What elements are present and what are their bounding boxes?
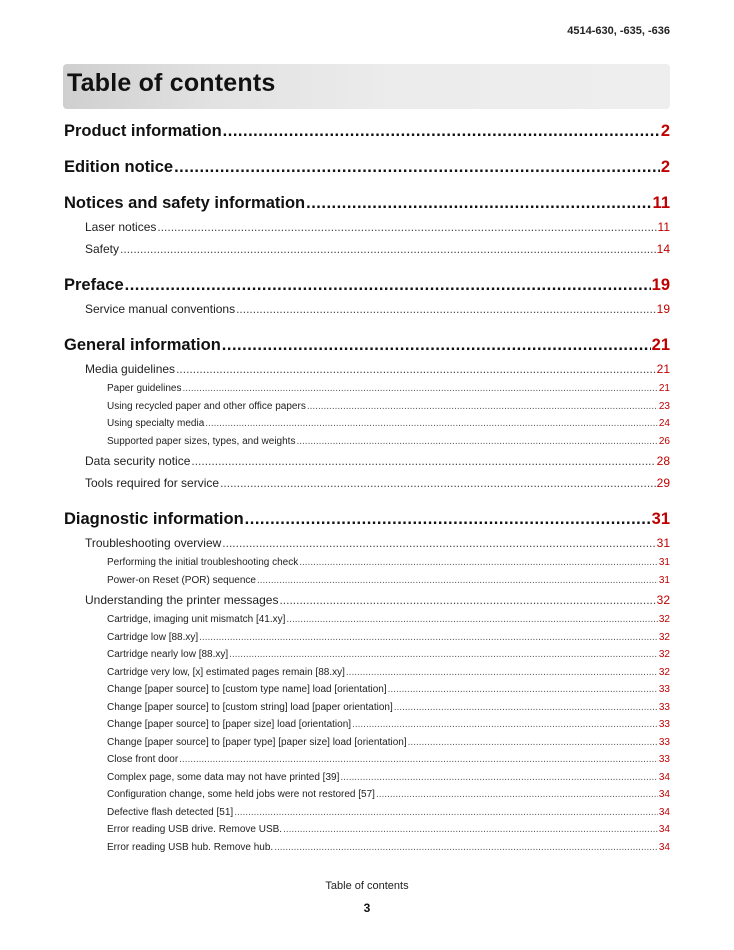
dot-leader xyxy=(283,821,658,839)
dot-leader xyxy=(120,238,656,260)
toc-entry-page-number[interactable]: 32 xyxy=(656,593,670,607)
toc-entry-level-1[interactable] xyxy=(64,274,670,296)
toc-heading-banner xyxy=(63,64,670,109)
toc-entry-page-number[interactable]: 34 xyxy=(658,806,670,818)
toc-entry-level-3[interactable] xyxy=(64,839,670,857)
toc-entry-title: Paper guidelines xyxy=(107,383,182,394)
dot-leader xyxy=(176,358,656,380)
dot-leader xyxy=(307,398,658,416)
toc-entry-page-number[interactable]: 19 xyxy=(656,302,670,316)
toc-entry-page-number[interactable]: 26 xyxy=(658,435,670,447)
toc-entry-page-number[interactable]: 21 xyxy=(658,383,670,394)
toc-entry-level-1[interactable] xyxy=(64,334,670,356)
toc-entry-title: Defective flash detected [51] xyxy=(107,806,234,818)
toc-entry-title: Diagnostic information xyxy=(64,510,244,528)
dot-leader xyxy=(340,769,658,787)
toc-entry-level-3[interactable] xyxy=(64,786,670,804)
toc-entry-page-number[interactable]: 33 xyxy=(658,719,670,730)
toc-entry-level-3[interactable] xyxy=(64,716,670,734)
dot-leader xyxy=(157,216,656,238)
dot-leader xyxy=(408,734,658,752)
toc-entry-title: Troubleshooting overview xyxy=(85,536,222,550)
dot-leader xyxy=(346,664,658,682)
toc-entry-title: Understanding the printer messages xyxy=(85,593,279,607)
toc-entry-level-3[interactable] xyxy=(64,398,670,416)
toc-entry-page-number[interactable]: 32 xyxy=(658,666,670,678)
toc-entry-page-number[interactable]: 34 xyxy=(658,824,670,835)
toc-entry-level-2[interactable] xyxy=(64,472,670,494)
toc-entry-page-number[interactable]: 33 xyxy=(658,754,670,765)
toc-entry-page-number[interactable]: 33 xyxy=(658,684,670,695)
dot-leader xyxy=(279,589,655,611)
toc-entry-page-number[interactable]: 34 xyxy=(658,771,670,783)
toc-entry-title: Configuration change, some held jobs were not restored [57] xyxy=(107,789,375,800)
toc-entry-title: Safety xyxy=(85,242,120,256)
toc-entry-title: Service manual conventions xyxy=(85,302,236,316)
toc-entry-title: Edition notice xyxy=(64,158,174,176)
footer-page-number: 3 xyxy=(363,901,371,915)
toc-entry-title: Supported paper sizes, types, and weights xyxy=(107,435,296,447)
toc-entry-level-3[interactable] xyxy=(64,699,670,717)
toc-entry-title: Using specialty media xyxy=(107,418,205,429)
toc-entry-title: Laser notices xyxy=(85,220,157,234)
toc-entry-page-number[interactable]: 2 xyxy=(660,122,670,140)
toc-entry-level-1[interactable] xyxy=(64,508,670,530)
toc-entry-level-2[interactable] xyxy=(64,589,670,611)
dot-leader xyxy=(205,415,658,433)
toc-entry-level-2[interactable] xyxy=(64,238,670,260)
toc-entry-level-2[interactable] xyxy=(64,358,670,380)
toc-entry-title: Media guidelines xyxy=(85,362,176,376)
toc-entry-level-3[interactable] xyxy=(64,380,670,398)
toc-entry-title: Close front door xyxy=(107,754,179,765)
toc-entry-level-2[interactable] xyxy=(64,532,670,554)
toc-entry-page-number[interactable]: 21 xyxy=(656,362,670,376)
toc-entry-level-3[interactable] xyxy=(64,751,670,769)
toc-entry-page-number[interactable]: 31 xyxy=(656,536,670,550)
dot-leader xyxy=(179,751,658,769)
toc-entry-page-number[interactable]: 11 xyxy=(652,194,670,212)
toc-entry-page-number[interactable]: 33 xyxy=(658,701,670,713)
toc-entry-level-3[interactable] xyxy=(64,646,670,664)
toc-entry-level-3[interactable] xyxy=(64,415,670,433)
table-of-contents xyxy=(64,117,670,856)
toc-entry-page-number[interactable]: 33 xyxy=(658,736,670,748)
toc-entry-title: Data security notice xyxy=(85,454,191,468)
toc-entry-title: Change [paper source] to [paper size] load [orientation] xyxy=(107,719,352,730)
toc-entry-title: Preface xyxy=(64,276,124,294)
dot-leader xyxy=(223,120,660,142)
toc-entry-page-number[interactable]: 32 xyxy=(658,649,670,660)
toc-entry-title: Cartridge low [88.xy] xyxy=(107,631,199,643)
dot-leader xyxy=(274,839,658,857)
toc-entry-title: Cartridge very low, [x] estimated pages remain [88.xy] xyxy=(107,666,345,678)
dot-leader xyxy=(306,192,651,214)
toc-entry-page-number[interactable]: 31 xyxy=(658,574,670,586)
dot-leader xyxy=(125,274,651,296)
toc-entry-page-number[interactable]: 24 xyxy=(658,418,670,429)
toc-entry-level-3[interactable] xyxy=(64,629,670,647)
toc-entry-page-number[interactable]: 28 xyxy=(656,454,670,468)
dot-leader xyxy=(191,450,655,472)
toc-entry-title: Power-on Reset (POR) sequence xyxy=(107,574,256,586)
dot-leader xyxy=(229,646,658,664)
dot-leader xyxy=(199,629,658,647)
toc-entry-title: Complex page, some data may not have printed [39] xyxy=(107,771,340,783)
toc-entry-page-number[interactable]: 34 xyxy=(658,789,670,800)
toc-entry-page-number[interactable]: 23 xyxy=(658,400,670,412)
toc-entry-page-number[interactable]: 21 xyxy=(651,336,670,354)
footer-label: Table of contents xyxy=(325,880,409,892)
toc-entry-level-3[interactable] xyxy=(64,611,670,629)
dot-leader xyxy=(234,804,658,822)
toc-entry-title: Performing the initial troubleshooting check xyxy=(107,557,299,568)
toc-entry-page-number[interactable]: 2 xyxy=(660,158,670,176)
dot-leader xyxy=(286,611,657,629)
document-id: 4514-630, -635, -636 xyxy=(567,25,670,37)
toc-entry-title: Cartridge nearly low [88.xy] xyxy=(107,649,229,660)
dot-leader xyxy=(299,554,658,572)
dot-leader xyxy=(394,699,658,717)
dot-leader xyxy=(296,433,657,451)
toc-entry-title: General information xyxy=(64,336,221,354)
toc-entry-level-3[interactable] xyxy=(64,804,670,822)
dot-leader xyxy=(257,572,658,590)
toc-entry-level-2[interactable] xyxy=(64,216,670,238)
toc-entry-level-3[interactable] xyxy=(64,572,670,590)
page-title: Table of contents xyxy=(67,69,276,97)
toc-entry-title: Notices and safety information xyxy=(64,194,306,212)
dot-leader xyxy=(388,681,658,699)
dot-leader xyxy=(183,380,658,398)
toc-entry-level-3[interactable] xyxy=(64,664,670,682)
toc-entry-level-3[interactable] xyxy=(64,734,670,752)
toc-entry-page-number[interactable]: 31 xyxy=(651,510,670,528)
dot-leader xyxy=(245,508,651,530)
dot-leader xyxy=(222,334,651,356)
toc-entry-page-number[interactable]: 19 xyxy=(651,276,670,294)
toc-entry-level-3[interactable] xyxy=(64,554,670,572)
toc-entry-page-number[interactable]: 34 xyxy=(658,841,670,853)
toc-entry-title: Error reading USB hub. Remove hub. xyxy=(107,841,274,853)
toc-entry-level-3[interactable] xyxy=(64,821,670,839)
toc-entry-level-1[interactable] xyxy=(64,192,670,214)
dot-leader xyxy=(376,786,658,804)
toc-entry-level-3[interactable] xyxy=(64,433,670,451)
dot-leader xyxy=(236,298,656,320)
toc-entry-title: Change [paper source] to [custom type name] load [orientation] xyxy=(107,684,387,695)
toc-entry-page-number[interactable]: 29 xyxy=(656,476,670,490)
toc-entry-page-number[interactable]: 14 xyxy=(656,242,670,256)
toc-entry-level-3[interactable] xyxy=(64,769,670,787)
dot-leader xyxy=(222,532,655,554)
toc-entry-title: Change [paper source] to [custom string] load [paper orientation] xyxy=(107,701,393,713)
toc-entry-level-1[interactable] xyxy=(64,120,670,142)
dot-leader xyxy=(174,156,660,178)
toc-entry-level-1[interactable] xyxy=(64,156,670,178)
toc-entry-title: Cartridge, imaging unit mismatch [41.xy] xyxy=(107,614,286,625)
dot-leader xyxy=(352,716,658,734)
toc-entry-page-number[interactable]: 32 xyxy=(658,614,670,625)
toc-entry-level-2[interactable] xyxy=(64,450,670,472)
toc-entry-title: Tools required for service xyxy=(85,476,220,490)
toc-entry-level-2[interactable] xyxy=(64,298,670,320)
toc-entry-page-number[interactable]: 11 xyxy=(657,220,670,234)
toc-entry-page-number[interactable]: 31 xyxy=(658,557,670,568)
toc-entry-level-3[interactable] xyxy=(64,681,670,699)
toc-entry-title: Product information xyxy=(64,122,222,140)
dot-leader xyxy=(220,472,656,494)
toc-entry-title: Change [paper source] to [paper type] [paper size] load [orientation] xyxy=(107,736,407,748)
toc-entry-page-number[interactable]: 32 xyxy=(658,631,670,643)
toc-entry-title: Using recycled paper and other office papers xyxy=(107,400,306,412)
toc-entry-title: Error reading USB drive. Remove USB. xyxy=(107,824,283,835)
